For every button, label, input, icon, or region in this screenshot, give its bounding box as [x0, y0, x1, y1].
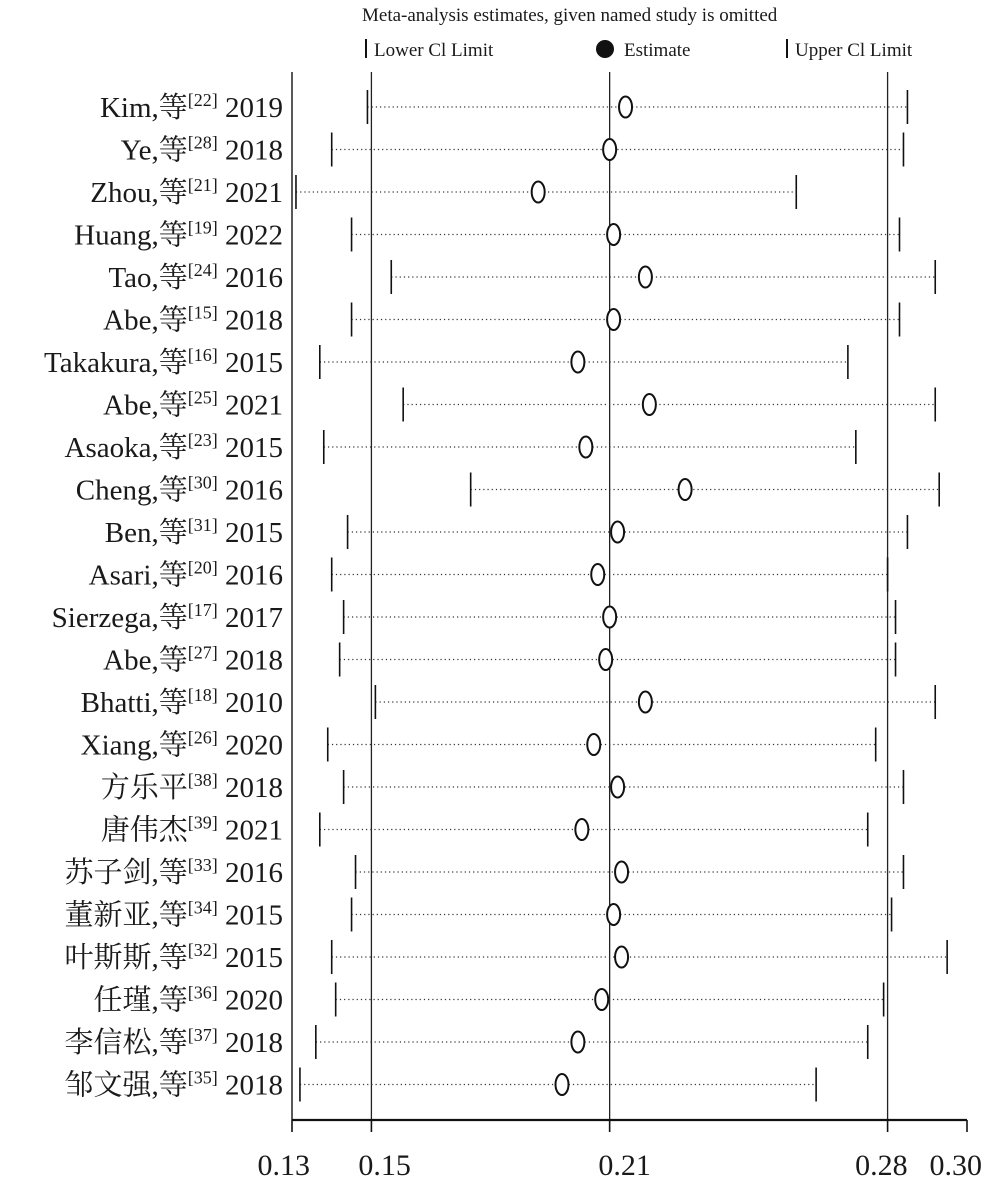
study-year: 2018: [218, 645, 283, 677]
study-label: [121, 133, 283, 167]
study-row: [65, 430, 856, 464]
study-row: [100, 90, 908, 124]
estimate-marker: [615, 947, 628, 968]
study-label: [74, 218, 283, 252]
study-label: [90, 175, 283, 209]
estimate-marker: [611, 777, 624, 798]
estimate-marker: [607, 224, 620, 245]
study-ref: [39]: [188, 813, 218, 833]
study-label: [101, 813, 283, 847]
study-year: 2021: [218, 390, 283, 422]
study-row: [64, 940, 947, 974]
estimate-marker: [643, 394, 656, 415]
study-label: [64, 898, 283, 932]
study-label: [64, 1025, 283, 1059]
study-row: [101, 813, 868, 847]
study-year: 2015: [218, 517, 283, 549]
estimate-marker: [599, 649, 612, 670]
study-row: [64, 855, 903, 889]
x-tick-label: 0.28: [855, 1149, 908, 1182]
study-ref: [18]: [188, 685, 218, 705]
study-ref: [32]: [188, 940, 218, 960]
estimate-marker: [615, 862, 628, 883]
study-author: Asaoka,等: [65, 431, 188, 464]
study-year: 2018: [218, 1070, 283, 1102]
study-label: [89, 558, 283, 592]
estimate-marker: [579, 437, 592, 458]
study-author: 李信松,等: [64, 1026, 187, 1059]
study-label: [64, 1068, 283, 1102]
study-author: Xiang,等: [81, 729, 188, 762]
study-year: 2015: [218, 347, 283, 379]
study-year: 2020: [218, 985, 283, 1017]
study-year: 2010: [218, 687, 283, 719]
study-label: [108, 260, 283, 294]
study-author: Abe,等: [103, 389, 188, 422]
study-author: 唐伟杰: [101, 814, 189, 847]
estimate-marker: [556, 1074, 569, 1095]
study-year: 2019: [218, 92, 283, 124]
study-label: [100, 90, 283, 124]
study-author: Abe,等: [103, 304, 188, 337]
study-year: 2015: [218, 942, 283, 974]
estimate-marker: [591, 564, 604, 585]
study-year: 2020: [218, 730, 283, 762]
study-author: 叶斯斯,等: [64, 941, 187, 974]
study-ref: [31]: [188, 515, 218, 535]
study-ref: [37]: [188, 1025, 218, 1045]
study-ref: [28]: [188, 133, 218, 153]
study-ref: [16]: [188, 345, 218, 365]
estimate-marker: [639, 692, 652, 713]
study-row: [64, 1068, 816, 1102]
study-year: 2018: [218, 305, 283, 337]
study-ref: [17]: [188, 600, 218, 620]
study-label: [52, 600, 283, 634]
study-year: 2015: [218, 432, 283, 464]
x-tick-label: 0.13: [258, 1149, 311, 1182]
study-row: [64, 1025, 867, 1059]
study-row: [90, 175, 796, 209]
study-label: [65, 430, 283, 464]
study-year: 2021: [218, 177, 283, 209]
study-row: [64, 898, 891, 932]
study-year: 2017: [218, 602, 283, 634]
study-year: 2016: [218, 262, 283, 294]
study-row: [44, 345, 848, 379]
legend-estimate-label: Estimate: [624, 40, 690, 61]
estimate-marker: [607, 904, 620, 925]
chart-title: Meta-analysis estimates, given named study is omitted: [362, 5, 778, 26]
study-label: [76, 473, 283, 507]
estimate-marker: [603, 139, 616, 160]
study-ref: [33]: [188, 855, 218, 875]
estimate-marker: [607, 309, 620, 330]
study-ref: [34]: [188, 898, 218, 918]
study-row: [108, 260, 935, 294]
study-author: Kim,等: [100, 91, 188, 124]
study-label: [105, 515, 283, 549]
study-author: 任瑾,等: [93, 984, 187, 1017]
estimate-marker: [603, 607, 616, 628]
study-author: 邹文强,等: [64, 1069, 187, 1102]
study-ref: [38]: [188, 770, 218, 790]
study-row: [81, 685, 936, 719]
study-author: Abe,等: [103, 644, 188, 677]
study-ref: [20]: [188, 558, 218, 578]
study-author: Huang,等: [74, 219, 188, 252]
study-rows: [44, 90, 947, 1102]
study-author: Takakura,等: [44, 346, 188, 379]
study-year: 2018: [218, 1027, 283, 1059]
estimate-marker: [532, 182, 545, 203]
study-label: [103, 303, 283, 337]
study-label: [93, 983, 283, 1017]
study-ref: [24]: [188, 260, 218, 280]
legend-upper-label: Upper Cl Limit: [795, 40, 913, 61]
study-row: [89, 558, 888, 592]
legend: [366, 39, 913, 61]
study-year: 2015: [218, 900, 283, 932]
reference-lines: [292, 72, 888, 1120]
study-author: Bhatti,等: [81, 686, 188, 719]
x-axis: [258, 1120, 982, 1182]
study-year: 2016: [218, 475, 283, 507]
estimate-marker: [587, 734, 600, 755]
study-label: [64, 940, 283, 974]
study-author: Sierzega,等: [52, 601, 188, 634]
study-ref: [30]: [188, 473, 218, 493]
study-year: 2018: [218, 772, 283, 804]
study-year: 2021: [218, 815, 283, 847]
study-row: [81, 728, 876, 762]
study-year: 2018: [218, 135, 283, 167]
estimate-marker: [575, 819, 588, 840]
study-author: Cheng,等: [76, 474, 188, 507]
study-year: 2016: [218, 857, 283, 889]
study-row: [52, 600, 896, 634]
study-label: [101, 770, 283, 804]
study-author: 方乐平: [101, 771, 188, 804]
study-author: Tao,等: [108, 261, 187, 294]
study-ref: [22]: [188, 90, 218, 110]
study-ref: [19]: [188, 218, 218, 238]
study-row: [103, 303, 899, 337]
study-year: 2016: [218, 560, 283, 592]
estimate-marker: [611, 522, 624, 543]
estimate-marker: [571, 1032, 584, 1053]
x-tick-label: 0.15: [358, 1149, 411, 1182]
study-year: 2022: [218, 220, 283, 252]
study-label: [81, 685, 283, 719]
study-row: [121, 133, 904, 167]
estimate-marker: [571, 352, 584, 373]
study-row: [101, 770, 904, 804]
study-row: [103, 388, 935, 422]
study-row: [103, 643, 895, 677]
study-ref: [27]: [188, 643, 218, 663]
study-label: [44, 345, 283, 379]
study-label: [64, 855, 283, 889]
estimate-marker: [595, 989, 608, 1010]
study-row: [105, 515, 908, 549]
study-row: [93, 983, 883, 1017]
study-ref: [26]: [188, 728, 218, 748]
study-label: [81, 728, 283, 762]
study-ref: [25]: [188, 388, 218, 408]
study-label: [103, 643, 283, 677]
study-author: 苏子剑,等: [64, 856, 187, 889]
study-row: [74, 218, 899, 252]
legend-lower-label: Lower Cl Limit: [374, 40, 494, 61]
x-tick-label: 0.30: [930, 1149, 982, 1182]
study-ref: [36]: [188, 983, 218, 1003]
study-row: [76, 473, 939, 507]
study-label: [103, 388, 283, 422]
study-ref: [15]: [188, 303, 218, 323]
estimate-marker: [679, 479, 692, 500]
x-tick-label: 0.21: [598, 1149, 651, 1182]
study-author: Ben,等: [105, 516, 188, 549]
study-author: Zhou,等: [90, 176, 187, 209]
study-ref: [35]: [188, 1068, 218, 1088]
estimate-marker: [639, 267, 652, 288]
study-author: 董新亚,等: [64, 899, 187, 932]
estimate-marker: [619, 97, 632, 118]
study-ref: [23]: [188, 430, 218, 450]
study-author: Ye,等: [121, 134, 188, 167]
study-ref: [21]: [188, 175, 218, 195]
study-author: Asari,等: [89, 559, 188, 592]
legend-estimate-marker: [596, 40, 614, 58]
